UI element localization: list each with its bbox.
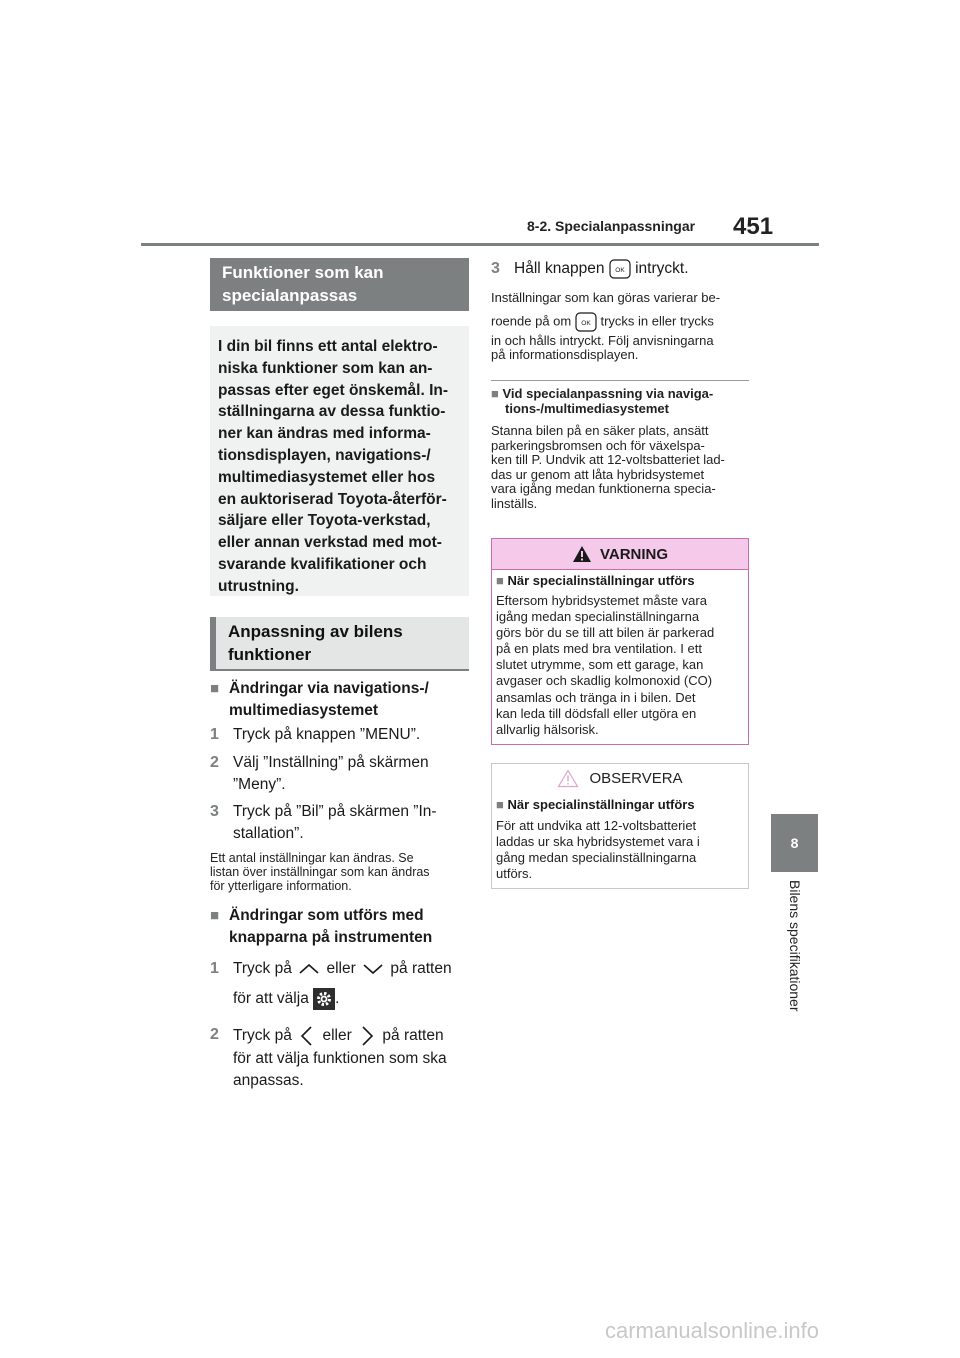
body-line: ken till P. Undvik att 12-voltsbatteriet lad- [491,452,725,468]
warning-body [496,593,746,738]
step-text: för att välja funktionen som ska [233,1050,447,1067]
heading-customizable-functions [210,258,469,311]
warning-box [491,538,749,745]
caution-triangle-icon [557,769,579,788]
step-text: ”Meny”. [233,776,286,793]
step-text: anpassas. [233,1072,304,1089]
body-line: linställs. [491,495,538,511]
notice-subheading-text: När specialinställningar utförs [507,797,695,812]
notice-box [491,763,749,889]
step-text: Håll knappen [514,260,605,277]
step-item [210,724,475,746]
header-rule [141,243,819,246]
notice-header [492,764,748,792]
body-line: vara igång medan funktionerna specia- [491,481,716,497]
step-item [210,752,475,796]
body-line: allvarlig hälsorisk. [496,721,599,737]
step-text: Välj ”Inställning” på skärmen [233,754,429,771]
intro-line: en auktoriserad Toyota-återför- [218,490,447,508]
step-number: 2 [210,754,219,771]
note-line: roende på om [491,312,572,328]
body-line: laddas ur ska hybridsystemet vara i [496,834,700,850]
step-text: Tryck på [233,1027,292,1045]
chapter-tab[interactable]: 8 [771,814,818,872]
settings-gear-icon [313,988,335,1010]
notice-body [496,818,746,882]
notice-subheading [496,797,746,812]
customization-instructions [491,424,753,512]
body-line: på en plats med bra ventilation. I ett [496,641,702,657]
step-item [210,1024,475,1092]
settings-note [210,852,475,893]
warning-subheading [496,573,746,588]
square-bullet-icon: ■ [496,797,504,812]
step-item [210,801,475,845]
intro-box [210,326,469,596]
step-text: . [335,990,340,1008]
heading2-line2: funktioner [228,645,312,664]
intro-line: multimediasystemet eller hos [218,468,436,486]
heading2-line1: Anpassning av bilens [228,622,403,641]
intro-line: ställningarna av dessa funktio- [218,403,446,421]
subheading-line: multimediasystemet [229,702,379,719]
notice-title: OBSERVERA [589,769,683,787]
step-text: eller [322,1027,352,1045]
body-line: ansamlas och tränga in i bilen. Det [496,689,696,705]
step-number: 2 [210,1026,219,1043]
ok-button-note [491,291,753,363]
ok-label: OK [581,319,591,327]
intro-line: I din bil finns ett antal elektro- [218,338,438,355]
note-line: Ett antal inställningar kan ändras. Se [210,851,414,865]
heading1-line1: Funktioner som kan [222,263,384,282]
intro-line: säljare eller Toyota-verkstad, [218,512,431,530]
watermark: carmanualsonline.info [605,1318,820,1343]
body-line: Eftersom hybridsystemet måste vara [496,593,707,608]
heading-adjusting-functions [210,617,469,671]
ok-label: OK [615,266,625,274]
step-text: för att välja [233,990,309,1008]
note-line: in och hålls intryckt. Följ anvisningarna [491,332,714,348]
page-number: 451 [733,213,774,240]
ok-button-icon [575,312,597,332]
subheading-line: Ändringar som utförs med [229,907,424,924]
ok-button-icon [609,259,631,279]
step-text: intryckt. [635,260,689,277]
step-text: Tryck på [233,960,292,977]
step-item [491,258,753,280]
body-line: Stanna bilen på en säker plats, ansätt [491,423,709,438]
chapter-label [772,880,818,1030]
body-line: slutet utrymme, som ett garage, kan [496,657,704,673]
chapter-label-text: Bilens specifikationer [787,880,803,1012]
square-bullet-icon: ■ [491,386,499,401]
warning-header [492,539,748,570]
subheading-line: Ändringar via navigations-/ [229,680,429,697]
subheading-line: Vid specialanpassning via naviga- [502,386,714,401]
step-number: 1 [210,960,219,977]
square-bullet-icon: ■ [210,907,220,924]
square-bullet-icon: ■ [210,680,220,697]
step-text: Tryck på ”Bil” på skärmen ”In- [233,803,437,820]
step-text: stallation”. [233,825,304,842]
body-line: För att undvika att 12-voltsbatteriet [496,818,697,833]
body-line: kan leda till dödsfall eller utgöra en [496,705,697,721]
subheading-instrument-buttons [210,905,475,949]
warning-triangle-icon [572,545,592,563]
body-line: gång medan specialinställningarna [496,850,697,866]
chevron-right-icon [356,1024,378,1048]
step-number: 3 [210,803,219,820]
subheading-navigation-customization [491,387,753,416]
subheading-line: tions-/multimediasystemet [505,400,669,416]
intro-line: eller annan verkstad med mot- [218,534,442,552]
body-line: parkeringsbromsen och för växelspa- [491,437,705,453]
step-text: på ratten [390,960,452,977]
intro-line: ner kan ändras med informa- [218,425,431,443]
body-line: avgaser och skadlig kolmonoxid (CO) [496,673,713,689]
subheading-line: knapparna på instrumenten [229,929,433,946]
intro-line: svarande kvalifikationer och [218,555,427,573]
subheading-navigation-changes [210,678,475,722]
section-divider [491,380,749,381]
body-line: görs bör du se till att bilen är parkerad [496,625,715,641]
step-number: 1 [210,726,219,743]
body-line: utförs. [496,866,533,882]
chevron-up-icon [296,962,322,976]
note-line: på informationsdisplayen. [491,347,639,362]
note-line: för ytterligare information. [210,878,352,893]
chevron-left-icon [296,1024,318,1048]
warning-title: VARNING [599,545,669,563]
intro-line: tionsdisplayen, navigations-/ [218,446,431,464]
step-text: eller [326,960,356,977]
warning-subheading-text: När specialinställningar utförs [507,573,695,588]
step-text: på ratten [382,1027,444,1045]
body-line: igång medan specialinställningarna [496,609,700,625]
step-text: Tryck på knappen ”MENU”. [233,726,421,743]
note-line: listan över inställningar som kan ändras [210,864,430,879]
chevron-down-icon [360,962,386,976]
note-line: Inställningar som kan göras varierar be- [491,290,721,305]
step-number: 3 [491,260,500,277]
intro-line: utrustning. [218,577,299,595]
note-line: trycks in eller trycks [600,312,714,328]
square-bullet-icon: ■ [496,573,504,588]
intro-line: passas efter eget önskemål. In- [218,381,449,399]
step-item [210,958,475,1010]
body-line: das ur genom att låta hybridsystemet [491,466,705,482]
heading1-line2: specialanpassas [222,286,358,305]
intro-line: niska funktioner som kan an- [218,359,433,377]
section-title: 8-2. Specialanpassningar [527,218,696,234]
